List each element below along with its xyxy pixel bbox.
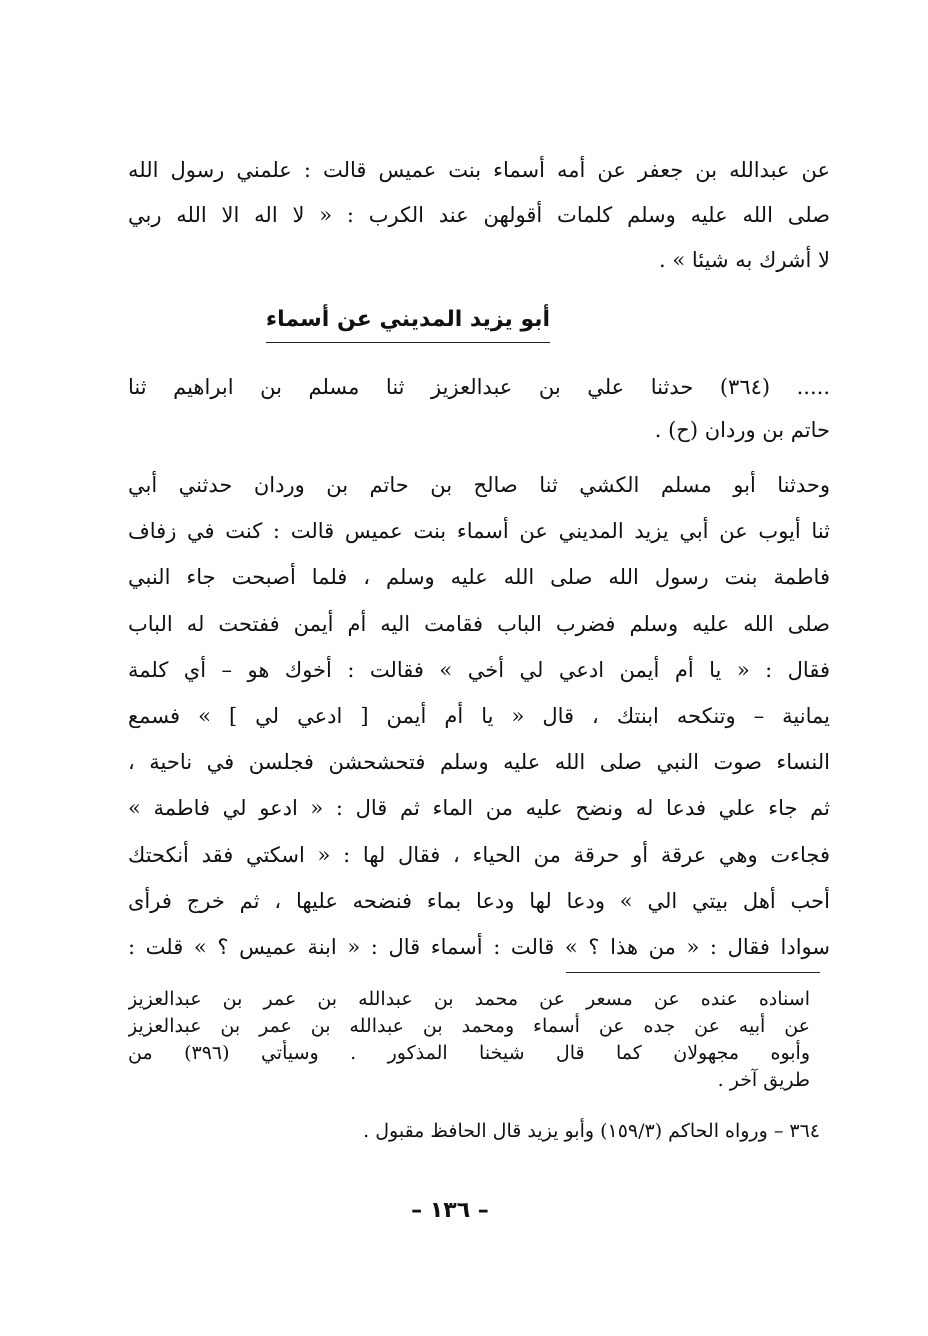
footnote-364 xyxy=(128,1116,820,1146)
text-line: لا أشرك به شيئا » . xyxy=(659,248,830,272)
footnote-line: اسناده عنده عن مسعر عن محمد بن عبدالله بن عمر بن عبدالعزيز xyxy=(128,988,810,1010)
text-line: صلى الله عليه وسلم فضرب الباب فقامت اليه أم أيمن ففتحت له الباب xyxy=(128,611,830,636)
text-line: سوادا فقال : « من هذا ؟ » قالت : أسماء قال : « ابنة عميس ؟ » قلت : xyxy=(128,934,830,959)
text-line: وحدثنا أبو مسلم الكشي ثنا صالح بن حاتم بن وردان حدثني أبي xyxy=(128,473,830,497)
text-line: ثنا أيوب عن أبي يزيد المديني عن أسماء بنت عميس قالت : كنت في زفاف xyxy=(128,519,830,544)
text-line: فجاءت وهي عرقة أو حرقة من الحياء ، فقال لها : « اسكتي فقد أنكحتك xyxy=(128,842,830,867)
footnote-line: ٣٦٤ – ورواه الحاكم (١٥٩/٣) وأبو يزيد قال الحافظ مقبول . xyxy=(363,1120,820,1142)
text-line: فقال : « يا أم أيمن ادعي لي أخي » فقالت : أخوك هو – أي كلمة xyxy=(128,657,830,682)
footnote-block xyxy=(128,986,810,1094)
body-paragraph xyxy=(128,462,830,970)
section-heading-text: أبو يزيد المديني عن أسماء xyxy=(266,300,550,343)
top-paragraph xyxy=(128,148,830,283)
text-line: حاتم بن وردان (ح) . xyxy=(654,418,830,442)
text-line: يمانية – وتنكحه ابنتك ، قال « يا أم أيمن [ ادعي لي ] » فسمع xyxy=(128,703,830,728)
footnote-line: وأبوه مجهولان كما قال شيخنا المذكور . وسيأتي (٣٩٦) من xyxy=(128,1042,810,1064)
text-line: فاطمة بنت رسول الله صلى الله عليه وسلم ، فلما أصبحت جاء النبي xyxy=(128,565,830,590)
text-line: أحب أهل بيتي الي » ودعا لها ودعا بماء فنضحه عليها ، ثم خرج فرأى xyxy=(128,888,830,913)
text-line: صلى الله عليه وسلم كلمات أقولهن عند الكرب : « لا اله الا الله ربي xyxy=(128,203,830,227)
text-line: النساء صوت النبي صلى الله عليه وسلم فتحشحشن فجلسن في ناحية ، xyxy=(128,750,830,775)
text-line: ..... (٣٦٤) حدثنا علي بن عبدالعزيز ثنا مسلم بن ابراهيم ثنا xyxy=(128,375,830,399)
text-line: ثم جاء علي فدعا له ونضح عليه من الماء ثم قال : « ادعو لي فاطمة » xyxy=(128,796,830,821)
page-number: – ١٣٦ – xyxy=(411,1198,489,1223)
footnote-line: عن أبيه عن جده عن أسماء ومحمد بن عبدالله بن عمر بن عبدالعزيز xyxy=(128,1015,810,1037)
footnote-line: طريق آخر . xyxy=(717,1069,810,1091)
text-line: عن عبدالله بن جعفر عن أمه أسماء بنت عميس قالت : علمني رسول الله xyxy=(128,158,830,182)
footnote-divider xyxy=(566,972,820,973)
section-heading xyxy=(128,300,688,343)
isnad-paragraph xyxy=(128,366,830,452)
